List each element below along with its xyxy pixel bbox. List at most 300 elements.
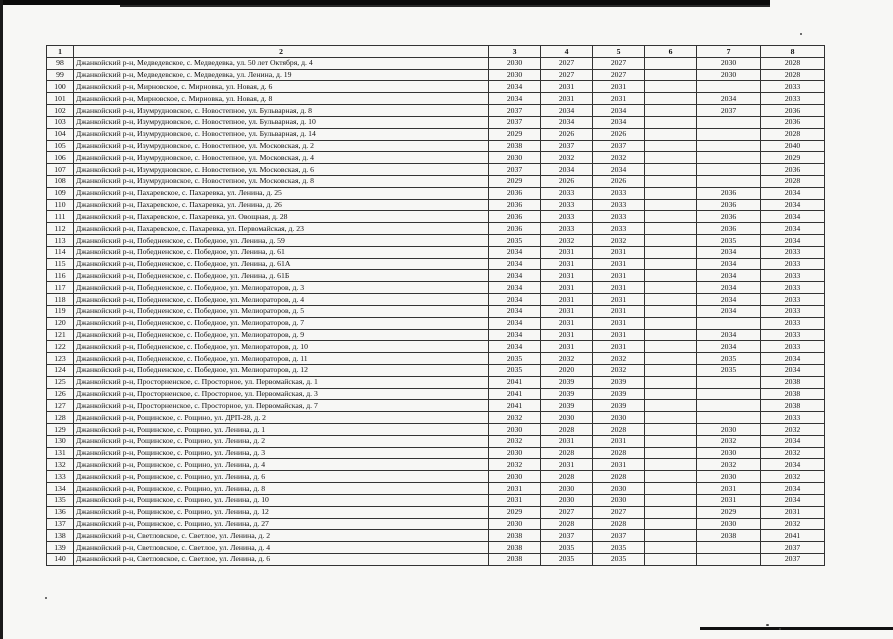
col-6-cell: [645, 364, 697, 376]
address-cell: Джанкойский р-н, Рощинское, с. Рощино, ул. Ленина, д. 2: [74, 435, 489, 447]
col-3-cell: 2030: [489, 152, 541, 164]
col-8-cell: 2034: [761, 199, 825, 211]
row-number-cell: 129: [47, 424, 74, 436]
col-6-cell: [645, 305, 697, 317]
col-7-cell: 2035: [697, 353, 761, 365]
table-row: [47, 447, 825, 459]
col-7-cell: [697, 81, 761, 93]
address-cell: Джанкойский р-н, Медведевское, с. Медведевка, ул. 50 лет Октября, д. 4: [74, 57, 489, 69]
col-4-cell: 2028: [541, 424, 593, 436]
col-7-cell: 2034: [697, 305, 761, 317]
col-3-cell: 2029: [489, 506, 541, 518]
address-cell: Джанкойский р-н, Победненское, с. Победное, ул. Мелиораторов, д. 10: [74, 341, 489, 353]
row-number-cell: 127: [47, 400, 74, 412]
table-row: [47, 376, 825, 388]
row-number-cell: 135: [47, 494, 74, 506]
col-4-cell: 2031: [541, 294, 593, 306]
address-cell: Джанкойский р-н, Рощинское, с. Рощино, ул. Ленина, д. 27: [74, 518, 489, 530]
address-cell: Джанкойский р-н, Медведевское, с. Медведевка, ул. Ленина, д. 19: [74, 69, 489, 81]
address-cell: Джанкойский р-н, Рощинское, с. Рощино, ул. Ленина, д. 12: [74, 506, 489, 518]
col-4-cell: 2027: [541, 57, 593, 69]
row-number-cell: 124: [47, 364, 74, 376]
col-6-cell: [645, 69, 697, 81]
table-row: [47, 471, 825, 483]
col-3-cell: 2041: [489, 376, 541, 388]
col-7-cell: [697, 542, 761, 554]
col-3-cell: 2041: [489, 388, 541, 400]
table-row: [47, 199, 825, 211]
col-5-cell: 2032: [593, 235, 645, 247]
col-5-cell: 2031: [593, 341, 645, 353]
row-number-cell: 105: [47, 140, 74, 152]
col-3-cell: 2034: [489, 270, 541, 282]
col-3-cell: 2030: [489, 57, 541, 69]
address-cell: Джанкойский р-н, Изумрудновское, с. Новостепное, ул. Московская, д. 6: [74, 164, 489, 176]
col-7-cell: 2034: [697, 294, 761, 306]
col-4-cell: 2028: [541, 471, 593, 483]
col-5-cell: 2028: [593, 471, 645, 483]
col-3-cell: 2034: [489, 81, 541, 93]
table-row: [47, 116, 825, 128]
col-7-cell: [697, 317, 761, 329]
col-8-cell: 2038: [761, 388, 825, 400]
row-number-cell: 117: [47, 282, 74, 294]
col-4-cell: 2030: [541, 412, 593, 424]
col-6-cell: [645, 435, 697, 447]
col-5-cell: 2027: [593, 57, 645, 69]
address-cell: Джанкойский р-н, Победненское, с. Победное, ул. Мелиораторов, д. 12: [74, 364, 489, 376]
col-8-cell: 2033: [761, 317, 825, 329]
row-number-cell: 120: [47, 317, 74, 329]
col-8-cell: 2033: [761, 93, 825, 105]
address-cell: Джанкойский р-н, Изумрудновское, с. Новостепное, ул. Московская, д. 4: [74, 152, 489, 164]
col-8-cell: 2029: [761, 152, 825, 164]
header-row: [47, 46, 825, 58]
col-4-cell: 2028: [541, 447, 593, 459]
row-number-cell: 138: [47, 530, 74, 542]
col-5-cell: 2030: [593, 483, 645, 495]
col-8-cell: 2041: [761, 530, 825, 542]
col-8-cell: 2033: [761, 282, 825, 294]
col-8-cell: 2034: [761, 435, 825, 447]
col-6-cell: [645, 376, 697, 388]
row-number-cell: 140: [47, 553, 74, 565]
col-4-cell: 2026: [541, 175, 593, 187]
address-cell: Джанкойский р-н, Изумрудновское, с. Новостепное, ул. Московская, д. 8: [74, 175, 489, 187]
col-4-cell: 2031: [541, 317, 593, 329]
col-3-cell: 2034: [489, 294, 541, 306]
col-5-cell: 2028: [593, 518, 645, 530]
table-row: [47, 187, 825, 199]
col-3-cell: 2038: [489, 140, 541, 152]
col-4-cell: 2031: [541, 246, 593, 258]
col-4-cell: 2031: [541, 270, 593, 282]
address-cell: Джанкойский р-н, Просторненское, с. Просторное, ул. Первомайская, д. 7: [74, 400, 489, 412]
col-4-cell: 2035: [541, 542, 593, 554]
address-cell: Джанкойский р-н, Пахаревское, с. Пахаревка, ул. Ленина, д. 26: [74, 199, 489, 211]
table-row: [47, 553, 825, 565]
row-number-cell: 130: [47, 435, 74, 447]
col-4-cell: 2037: [541, 140, 593, 152]
col-3-cell: 2030: [489, 447, 541, 459]
address-cell: Джанкойский р-н, Рощинское, с. Рощино, ул. ДРП-28, д. 2: [74, 412, 489, 424]
col-6-cell: [645, 116, 697, 128]
col-5-cell: 2026: [593, 128, 645, 140]
col-4-cell: 2031: [541, 329, 593, 341]
col-7-cell: 2030: [697, 447, 761, 459]
col-7-cell: 2030: [697, 471, 761, 483]
col-3-cell: 2035: [489, 235, 541, 247]
col-8-cell: 2034: [761, 187, 825, 199]
col-4-cell: 2034: [541, 116, 593, 128]
row-number-cell: 128: [47, 412, 74, 424]
col-4-cell: 2033: [541, 187, 593, 199]
col-3-cell: 2030: [489, 424, 541, 436]
col-6-cell: [645, 294, 697, 306]
col-3-cell: 2036: [489, 187, 541, 199]
scan-edge-left: [0, 0, 3, 639]
col-6-cell: [645, 175, 697, 187]
address-cell: Джанкойский р-н, Просторненское, с. Просторное, ул. Первомайская, д. 1: [74, 376, 489, 388]
col-8-cell: 2033: [761, 81, 825, 93]
col-7-cell: 2032: [697, 435, 761, 447]
col-8-cell: 2034: [761, 483, 825, 495]
col-8-cell: 2028: [761, 57, 825, 69]
col-6-cell: [645, 164, 697, 176]
col-3-cell: 2036: [489, 199, 541, 211]
col-7-cell: 2035: [697, 235, 761, 247]
col-7-cell: [697, 400, 761, 412]
table-row: [47, 93, 825, 105]
col-3-cell: 2037: [489, 164, 541, 176]
col-3-cell: 2029: [489, 128, 541, 140]
col-3-cell: 2032: [489, 412, 541, 424]
col-6-cell: [645, 553, 697, 565]
row-number-cell: 109: [47, 187, 74, 199]
row-number-cell: 101: [47, 93, 74, 105]
col-8-cell: 2034: [761, 494, 825, 506]
col-4-cell: 2030: [541, 483, 593, 495]
table-row: [47, 223, 825, 235]
row-number-cell: 116: [47, 270, 74, 282]
col-7-cell: [697, 412, 761, 424]
col-3-cell: 2032: [489, 435, 541, 447]
table-row: [47, 542, 825, 554]
col-3-cell: 2031: [489, 483, 541, 495]
address-cell: Джанкойский р-н, Мирновское, с. Мирновка, ул. Новая, д. 6: [74, 81, 489, 93]
col-3-cell: 2032: [489, 459, 541, 471]
col-5-cell: 2032: [593, 152, 645, 164]
col-8-cell: 2037: [761, 542, 825, 554]
col-4-cell: 2031: [541, 435, 593, 447]
col-6-cell: [645, 199, 697, 211]
col-4-cell: 2031: [541, 81, 593, 93]
col-3-cell: 2034: [489, 282, 541, 294]
col-7-cell: [697, 553, 761, 565]
col-8-cell: 2032: [761, 471, 825, 483]
col-4-cell: 2034: [541, 164, 593, 176]
col-3-cell: 2035: [489, 353, 541, 365]
col-5-cell: 2039: [593, 388, 645, 400]
row-number-cell: 102: [47, 105, 74, 117]
col-8-cell: 2036: [761, 164, 825, 176]
col-4-cell: 2031: [541, 258, 593, 270]
col-4-cell: 2039: [541, 376, 593, 388]
col-4-cell: 2035: [541, 553, 593, 565]
col-5-cell: 2033: [593, 199, 645, 211]
col-8-cell: 2034: [761, 223, 825, 235]
address-cell: Джанкойский р-н, Изумрудновское, с. Новостепное, ул. Бульварная, д. 8: [74, 105, 489, 117]
address-cell: Джанкойский р-н, Победненское, с. Победное, ул. Мелиораторов, д. 11: [74, 353, 489, 365]
header-cell-2: 2: [74, 46, 489, 58]
col-7-cell: 2030: [697, 424, 761, 436]
col-5-cell: 2031: [593, 305, 645, 317]
scan-speck: [45, 597, 47, 599]
col-5-cell: 2028: [593, 447, 645, 459]
col-4-cell: 2031: [541, 93, 593, 105]
col-6-cell: [645, 258, 697, 270]
table-body: [47, 57, 825, 565]
col-6-cell: [645, 187, 697, 199]
scan-speck: [800, 33, 802, 35]
col-5-cell: 2026: [593, 175, 645, 187]
col-3-cell: 2038: [489, 553, 541, 565]
address-cell: Джанкойский р-н, Светловское, с. Светлое, ул. Ленина, д. 2: [74, 530, 489, 542]
table-row: [47, 483, 825, 495]
row-number-cell: 136: [47, 506, 74, 518]
col-3-cell: 2038: [489, 530, 541, 542]
col-7-cell: 2031: [697, 483, 761, 495]
col-4-cell: 2031: [541, 459, 593, 471]
address-cell: Джанкойский р-н, Мирновское, с. Мирновка, ул. Новая, д. 8: [74, 93, 489, 105]
col-5-cell: 2027: [593, 69, 645, 81]
col-8-cell: 2028: [761, 175, 825, 187]
row-number-cell: 112: [47, 223, 74, 235]
scan-edge-top-shadow: [120, 5, 770, 7]
address-cell: Джанкойский р-н, Просторненское, с. Просторное, ул. Первомайская, д. 3: [74, 388, 489, 400]
col-6-cell: [645, 235, 697, 247]
address-cell: Джанкойский р-н, Рощинское, с. Рощино, ул. Ленина, д. 10: [74, 494, 489, 506]
address-cell: Джанкойский р-н, Рощинское, с. Рощино, ул. Ленина, д. 3: [74, 447, 489, 459]
table-row: [47, 353, 825, 365]
col-3-cell: 2030: [489, 518, 541, 530]
table-row: [47, 305, 825, 317]
col-8-cell: 2040: [761, 140, 825, 152]
col-8-cell: 2038: [761, 400, 825, 412]
col-6-cell: [645, 270, 697, 282]
table-row: [47, 459, 825, 471]
row-number-cell: 131: [47, 447, 74, 459]
col-8-cell: 2033: [761, 305, 825, 317]
table-row: [47, 246, 825, 258]
col-6-cell: [645, 152, 697, 164]
col-5-cell: 2031: [593, 317, 645, 329]
col-8-cell: 2033: [761, 258, 825, 270]
address-cell: Джанкойский р-н, Пахаревское, с. Пахаревка, ул. Овощная, д. 28: [74, 211, 489, 223]
col-5-cell: 2032: [593, 353, 645, 365]
address-cell: Джанкойский р-н, Рощинское, с. Рощино, ул. Ленина, д. 8: [74, 483, 489, 495]
address-cell: Джанкойский р-н, Победненское, с. Победное, ул. Мелиораторов, д. 9: [74, 329, 489, 341]
header-cell-7: 7: [697, 46, 761, 58]
table-row: [47, 494, 825, 506]
address-cell: Джанкойский р-н, Победненское, с. Победное, ул. Ленина, д. 61Б: [74, 270, 489, 282]
col-5-cell: 2031: [593, 329, 645, 341]
address-cell: Джанкойский р-н, Рощинское, с. Рощино, ул. Ленина, д. 6: [74, 471, 489, 483]
header-cell-5: 5: [593, 46, 645, 58]
col-7-cell: [697, 175, 761, 187]
row-number-cell: 110: [47, 199, 74, 211]
col-5-cell: 2034: [593, 164, 645, 176]
col-6-cell: [645, 542, 697, 554]
col-5-cell: 2035: [593, 553, 645, 565]
row-number-cell: 137: [47, 518, 74, 530]
row-number-cell: 107: [47, 164, 74, 176]
address-cell: Джанкойский р-н, Светловское, с. Светлое, ул. Ленина, д. 4: [74, 542, 489, 554]
col-5-cell: 2033: [593, 187, 645, 199]
col-8-cell: 2036: [761, 116, 825, 128]
col-5-cell: 2039: [593, 400, 645, 412]
row-number-cell: 108: [47, 175, 74, 187]
col-6-cell: [645, 329, 697, 341]
col-8-cell: 2028: [761, 128, 825, 140]
row-number-cell: 125: [47, 376, 74, 388]
col-5-cell: 2031: [593, 435, 645, 447]
col-7-cell: [697, 388, 761, 400]
col-8-cell: 2028: [761, 69, 825, 81]
row-number-cell: 113: [47, 235, 74, 247]
col-5-cell: 2037: [593, 140, 645, 152]
table-row: [47, 424, 825, 436]
table-row: [47, 69, 825, 81]
address-cell: Джанкойский р-н, Победненское, с. Победное, ул. Мелиораторов, д. 5: [74, 305, 489, 317]
scan-speck: [766, 624, 769, 626]
col-8-cell: 2034: [761, 211, 825, 223]
col-6-cell: [645, 140, 697, 152]
col-5-cell: 2031: [593, 270, 645, 282]
col-5-cell: 2035: [593, 542, 645, 554]
row-number-cell: 139: [47, 542, 74, 554]
row-number-cell: 106: [47, 152, 74, 164]
col-5-cell: 2034: [593, 105, 645, 117]
col-7-cell: 2034: [697, 93, 761, 105]
col-6-cell: [645, 518, 697, 530]
col-6-cell: [645, 81, 697, 93]
col-3-cell: 2034: [489, 341, 541, 353]
table-header: [47, 46, 825, 58]
table-row: [47, 294, 825, 306]
row-number-cell: 132: [47, 459, 74, 471]
address-cell: Джанкойский р-н, Изумрудновское, с. Новостепное, ул. Бульварная, д. 14: [74, 128, 489, 140]
col-4-cell: 2028: [541, 518, 593, 530]
col-7-cell: 2030: [697, 69, 761, 81]
col-7-cell: [697, 116, 761, 128]
col-8-cell: 2033: [761, 294, 825, 306]
address-cell: Джанкойский р-н, Победненское, с. Победное, ул. Ленина, д. 61: [74, 246, 489, 258]
col-6-cell: [645, 317, 697, 329]
scan-speck: [779, 628, 781, 630]
col-5-cell: 2031: [593, 81, 645, 93]
col-3-cell: 2037: [489, 116, 541, 128]
address-cell: Джанкойский р-н, Пахаревское, с. Пахаревка, ул. Ленина, д. 25: [74, 187, 489, 199]
row-number-cell: 115: [47, 258, 74, 270]
col-5-cell: 2031: [593, 282, 645, 294]
schedule-table: [46, 45, 825, 566]
col-5-cell: 2028: [593, 424, 645, 436]
table-row: [47, 57, 825, 69]
col-7-cell: 2035: [697, 364, 761, 376]
table-row: [47, 152, 825, 164]
table-row: [47, 235, 825, 247]
col-3-cell: 2037: [489, 105, 541, 117]
col-4-cell: 2037: [541, 530, 593, 542]
col-3-cell: 2036: [489, 211, 541, 223]
col-6-cell: [645, 530, 697, 542]
col-7-cell: 2034: [697, 270, 761, 282]
col-6-cell: [645, 412, 697, 424]
table-row: [47, 282, 825, 294]
header-cell-6: 6: [645, 46, 697, 58]
col-5-cell: 2032: [593, 364, 645, 376]
col-8-cell: 2032: [761, 424, 825, 436]
table-row: [47, 530, 825, 542]
col-4-cell: 2039: [541, 400, 593, 412]
table-row: [47, 400, 825, 412]
col-7-cell: 2032: [697, 459, 761, 471]
col-8-cell: 2036: [761, 105, 825, 117]
col-4-cell: 2030: [541, 494, 593, 506]
col-3-cell: 2034: [489, 305, 541, 317]
col-4-cell: 2032: [541, 353, 593, 365]
row-number-cell: 98: [47, 57, 74, 69]
col-3-cell: 2036: [489, 223, 541, 235]
col-8-cell: 2031: [761, 506, 825, 518]
col-8-cell: 2034: [761, 353, 825, 365]
col-6-cell: [645, 494, 697, 506]
header-cell-8: 8: [761, 46, 825, 58]
col-8-cell: 2033: [761, 341, 825, 353]
table-row: [47, 412, 825, 424]
col-6-cell: [645, 211, 697, 223]
col-4-cell: 2033: [541, 223, 593, 235]
col-7-cell: 2029: [697, 506, 761, 518]
address-cell: Джанкойский р-н, Победненское, с. Победное, ул. Мелиораторов, д. 4: [74, 294, 489, 306]
col-8-cell: 2032: [761, 518, 825, 530]
col-3-cell: 2029: [489, 175, 541, 187]
address-cell: Джанкойский р-н, Изумрудновское, с. Новостепное, ул. Бульварная, д. 10: [74, 116, 489, 128]
col-6-cell: [645, 400, 697, 412]
col-3-cell: 2030: [489, 471, 541, 483]
col-4-cell: 2033: [541, 211, 593, 223]
table-row: [47, 518, 825, 530]
table-row: [47, 128, 825, 140]
col-5-cell: 2031: [593, 246, 645, 258]
col-3-cell: 2034: [489, 246, 541, 258]
col-3-cell: 2034: [489, 93, 541, 105]
col-7-cell: 2031: [697, 494, 761, 506]
address-cell: Джанкойский р-н, Рощинское, с. Рощино, ул. Ленина, д. 4: [74, 459, 489, 471]
col-5-cell: 2031: [593, 93, 645, 105]
col-8-cell: 2037: [761, 553, 825, 565]
table-row: [47, 341, 825, 353]
col-6-cell: [645, 93, 697, 105]
col-6-cell: [645, 246, 697, 258]
col-4-cell: 2031: [541, 305, 593, 317]
col-7-cell: 2036: [697, 223, 761, 235]
row-number-cell: 103: [47, 116, 74, 128]
col-4-cell: 2027: [541, 506, 593, 518]
col-7-cell: 2034: [697, 282, 761, 294]
col-4-cell: 2033: [541, 199, 593, 211]
